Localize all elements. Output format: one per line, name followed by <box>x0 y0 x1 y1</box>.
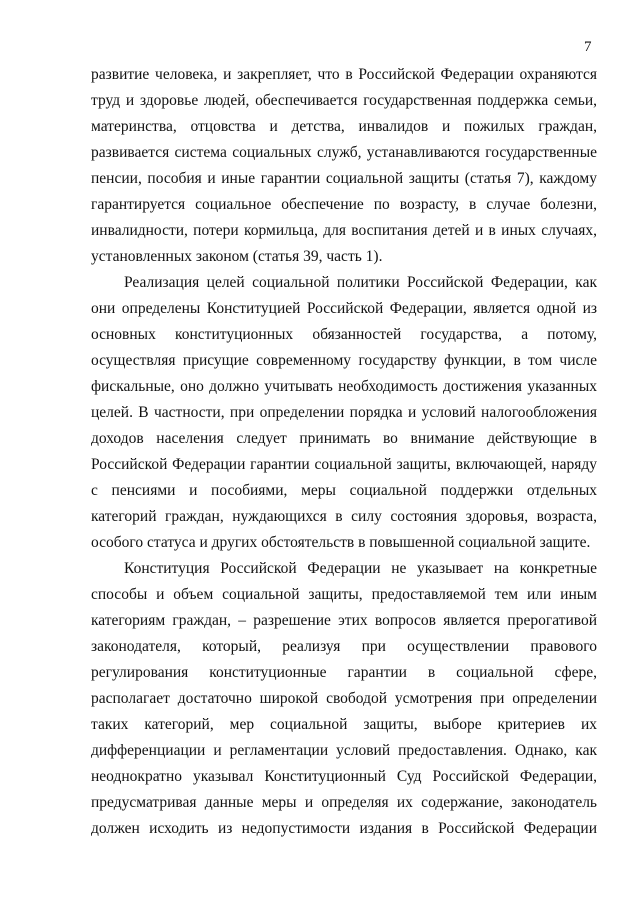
text-line: способы и объем социальной защиты, предоставляемой тем или иным <box>91 586 597 603</box>
text-line: располагает достаточно широкой свободой усмотрения при определении <box>91 690 597 707</box>
text-line: категорий граждан, нуждающихся в силу состояния здоровья, возраста, <box>91 508 597 525</box>
text-line: фискальные, оно должно учитывать необходимость достижения указанных <box>91 378 597 395</box>
text-line: регулирования конституционные гарантии в социальной сфере, <box>91 664 597 681</box>
text-line: пенсии, пособия и иные гарантии социальной защиты (статья 7), каждому <box>91 170 597 187</box>
text-line: труд и здоровье людей, обеспечивается государственная поддержка семьи, <box>91 92 597 109</box>
paragraph <box>91 270 597 556</box>
page-number: 7 <box>584 39 592 55</box>
text-line: осуществляя присущие современному государству функции, в том числе <box>91 352 597 369</box>
paragraph <box>91 62 597 270</box>
text-line: целей. В частности, при определении порядка и условий налогообложения <box>91 404 597 421</box>
text-line: они определены Конституцией Российской Федерации, является одной из <box>91 300 597 317</box>
text-line: инвалидности, потери кормильца, для воспитания детей и в иных случаях, <box>91 222 597 239</box>
document-body <box>91 62 597 842</box>
text-line: особого статуса и других обстоятельств в повышенной социальной защите. <box>91 534 591 551</box>
text-line: развитие человека, и закрепляет, что в Российской Федерации охраняются <box>91 66 597 83</box>
text-line: развивается система социальных служб, устанавливаются государственные <box>91 144 597 161</box>
text-line: материнства, отцовства и детства, инвалидов и пожилых граждан, <box>91 118 597 135</box>
text-line: Конституция Российской Федерации не указывает на конкретные <box>124 560 597 577</box>
text-line: гарантируется социальное обеспечение по возрасту, в случае болезни, <box>91 196 597 213</box>
text-line: неоднократно указывал Конституционный Суд Российской Федерации, <box>91 768 597 785</box>
text-line: категориям граждан, – разрешение этих вопросов является прерогативой <box>91 612 597 629</box>
text-line: таких категорий, мер социальной защиты, выборе критериев их <box>91 716 597 733</box>
text-line: установленных законом (статья 39, часть 1). <box>91 248 383 265</box>
text-line: предусматривая данные меры и определяя их содержание, законодатель <box>91 794 597 811</box>
text-line: с пенсиями и пособиями, меры социальной поддержки отдельных <box>91 482 597 499</box>
text-line: Российской Федерации гарантии социальной защиты, включающей, наряду <box>91 456 597 473</box>
paragraph <box>91 556 597 842</box>
text-line: должен исходить из недопустимости издания в Российской Федерации <box>91 820 597 837</box>
text-line: доходов населения следует принимать во внимание действующие в <box>91 430 597 447</box>
text-line: законодателя, который, реализуя при осуществлении правового <box>91 638 597 655</box>
text-line: основных конституционных обязанностей государства, а потому, <box>91 326 597 343</box>
text-line: дифференциации и регламентации условий предоставления. Однако, как <box>91 742 597 759</box>
text-line: Реализация целей социальной политики Российской Федерации, как <box>124 274 597 291</box>
